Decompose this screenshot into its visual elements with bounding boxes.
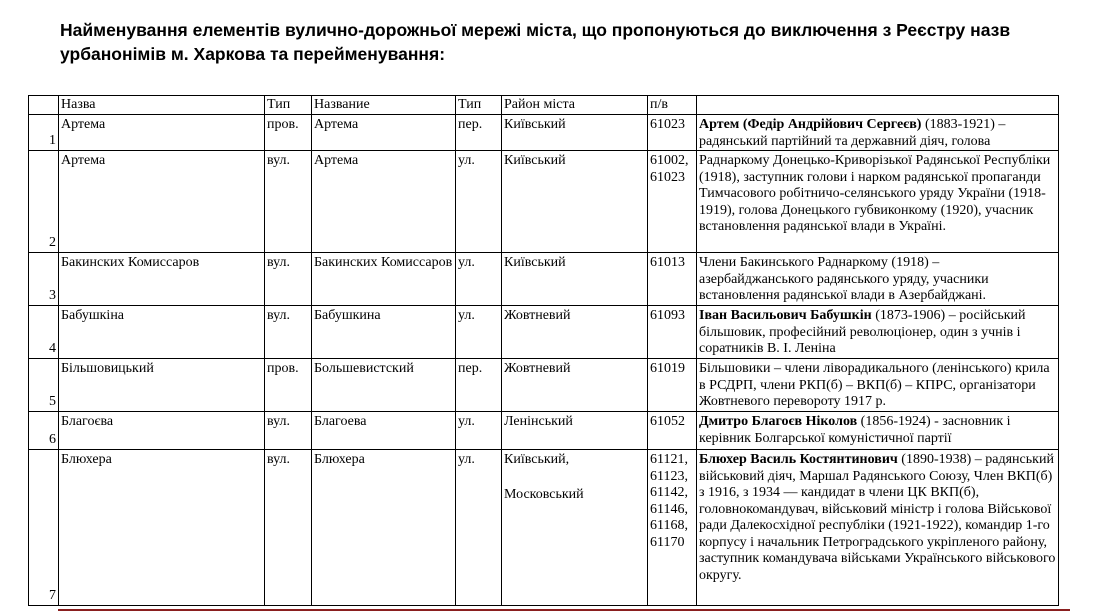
cell-name-ru: Блюхера — [312, 450, 456, 606]
cell-district: Київський — [502, 253, 648, 306]
cell-name-ua: Бабушкіна — [59, 306, 265, 359]
table-row — [29, 253, 1059, 306]
cell-type-ru: ул. — [456, 412, 502, 450]
description-text: (1883-1921) – радянський партійний та державний діяч, голова — [699, 117, 1006, 149]
description-text: Раднаркому Донецько-Криворізької Радянської Республіки (1918), заступник голови і нарком радянської пропаганди Тимчасового робітничо-селянського уряду України (1918-1919), голова Донецького губвиконкому (1920), учасник встановлення радянської влади в Україні. — [699, 153, 1051, 234]
description-name: Іван Васильович Бабушкін — [699, 308, 872, 323]
description-name: Дмитро Благоєв Ніколов — [699, 414, 858, 429]
header-num — [29, 96, 59, 115]
cell-postal: 61052 — [648, 412, 697, 450]
page-title: Найменування елементів вулично-дорожньої мережі міста, що пропонуються до виключення з Реєстру назв урбанонімів м. Харкова та перейменування: — [60, 20, 1011, 64]
district-line: Київський, — [504, 452, 570, 467]
cell-name-ua: Бакинских Комиссаров — [59, 253, 265, 306]
cell-type-ru: ул. — [456, 306, 502, 359]
cell-district: Ленінський — [502, 412, 648, 450]
cell-description — [697, 412, 1059, 450]
cell-name-ru: Благоева — [312, 412, 456, 450]
description-text: (1856-1924) - засновник і керівник Болгарської комуністичної партії — [699, 414, 1011, 446]
cell-name-ua: Артема — [59, 115, 265, 151]
cell-type-ru: пер. — [456, 359, 502, 412]
description-text: Більшовики – члени ліворадикального (ленінського) крила в РСДРП, члени РКП(б) – ВКП(б) – КПРС, організатори Жовтневого перевороту 1917 р. — [699, 361, 1050, 409]
cell-description — [697, 306, 1059, 359]
description-name: Блюхер Василь Костянтинович — [699, 452, 898, 467]
cell-description — [697, 115, 1059, 151]
cell-name-ua: Більшовицький — [59, 359, 265, 412]
header-name-ru: Название — [312, 96, 456, 115]
page-bottom-rule — [58, 609, 1070, 611]
cell-postal: 61013 — [648, 253, 697, 306]
cell-type-ua: вул. — [265, 450, 312, 606]
cell-postal: 61002, 61023 — [648, 151, 697, 253]
row-number: 3 — [29, 253, 59, 306]
streets-table — [28, 95, 1059, 606]
table-row — [29, 450, 1059, 606]
description-text: (1873-1906) – російський більшовик, професійний революціонер, один з учнів і соратників В. І. Леніна — [699, 308, 1026, 356]
cell-name-ru: Бабушкина — [312, 306, 456, 359]
row-number: 7 — [29, 450, 59, 606]
cell-postal: 61093 — [648, 306, 697, 359]
header-description — [697, 96, 1059, 115]
cell-postal: 61019 — [648, 359, 697, 412]
header-postal: п/в — [648, 96, 697, 115]
table-row — [29, 306, 1059, 359]
cell-description — [697, 253, 1059, 306]
cell-postal: 61023 — [648, 115, 697, 151]
cell-postal: 61121, 61123, 61142, 61146, 61168, 61170 — [648, 450, 697, 606]
table-row — [29, 359, 1059, 412]
cell-type-ua: пров. — [265, 359, 312, 412]
cell-type-ua: вул. — [265, 412, 312, 450]
row-number: 2 — [29, 151, 59, 253]
cell-name-ua: Благоєва — [59, 412, 265, 450]
cell-name-ru: Артема — [312, 115, 456, 151]
description-name: Артем (Федір Андрійович Сергеєв) — [699, 117, 922, 132]
header-district: Район міста — [502, 96, 648, 115]
description-text: Члени Бакинського Раднаркому (1918) – азербайджанського радянського уряду, учасники встановлення радянської влади в Азербайджані. — [699, 255, 989, 303]
cell-district: Київський — [502, 151, 648, 253]
row-number: 1 — [29, 115, 59, 151]
description-text: (1890-1938) – радянський військовий діяч, Маршал Радянського Союзу, Член ВКП(б) з 1916, з 1934 — кандидат в члени ЦК ВКП(б), головнокомандувач, військовий міністр і голова Військової ради Далекосхідної республіки (1921-1922), командир 1-го корпусу і начальник Петроградського укріпленого району, заступник командувача військами Українського військового округу. — [699, 452, 1056, 583]
row-number: 4 — [29, 306, 59, 359]
cell-type-ua: вул. — [265, 151, 312, 253]
table-row — [29, 115, 1059, 151]
cell-district — [502, 450, 648, 606]
cell-description — [697, 151, 1059, 253]
cell-type-ua: вул. — [265, 306, 312, 359]
cell-name-ru: Бакинских Комиссаров — [312, 253, 456, 306]
header-type-ua: Тип — [265, 96, 312, 115]
cell-type-ru: ул. — [456, 450, 502, 606]
cell-type-ru: ул. — [456, 151, 502, 253]
header-type-ru: Тип — [456, 96, 502, 115]
table-header-row — [29, 96, 1059, 115]
cell-district: Жовтневий — [502, 306, 648, 359]
table-row — [29, 151, 1059, 253]
table-row — [29, 412, 1059, 450]
cell-name-ru: Артема — [312, 151, 456, 253]
cell-description — [697, 450, 1059, 606]
cell-description — [697, 359, 1059, 412]
cell-type-ua: пров. — [265, 115, 312, 151]
cell-name-ua: Артема — [59, 151, 265, 253]
cell-type-ru: ул. — [456, 253, 502, 306]
cell-district: Київський — [502, 115, 648, 151]
cell-district: Жовтневий — [502, 359, 648, 412]
cell-name-ru: Большевистский — [312, 359, 456, 412]
row-number: 5 — [29, 359, 59, 412]
cell-name-ua: Блюхера — [59, 450, 265, 606]
district-line: Московський — [504, 486, 584, 502]
header-name-ua: Назва — [59, 96, 265, 115]
cell-type-ua: вул. — [265, 253, 312, 306]
row-number: 6 — [29, 412, 59, 450]
cell-type-ru: пер. — [456, 115, 502, 151]
